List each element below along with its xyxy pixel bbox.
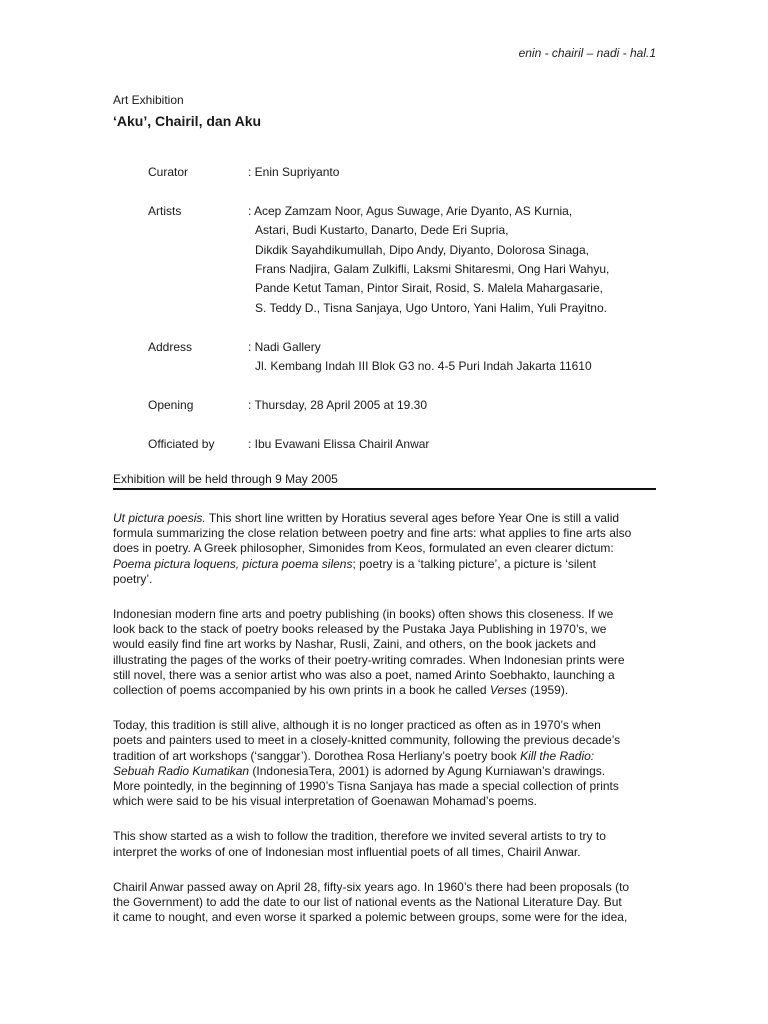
artists-line: Pande Ketut Taman, Pintor Sirait, Rosid, S. Malela Mahargasarie, <box>255 281 603 296</box>
paragraph-line <box>113 749 658 764</box>
artists-line: Dikdik Sayahdikumullah, Dipo Andy, Diyanto, Dolorosa Sinaga, <box>255 242 589 257</box>
horizontal-rule <box>113 488 656 490</box>
line-text: (IndonesiaTera, 2001) is adorned by Agung Kurniawan’s drawings. <box>249 763 606 778</box>
curator-label: Curator <box>148 165 189 179</box>
paragraph-line: illustrating the pages of the works of their poetry-writing comrades. When Indonesian prints were <box>113 652 625 667</box>
paragraph <box>113 511 658 587</box>
body-text <box>113 511 658 945</box>
paragraph-line: poets and painters used to meet in a closely-knitted community, following the previous decade’s <box>113 733 621 748</box>
line-text: ; poetry is a ‘talking picture’, a picture is ‘silent <box>352 556 596 571</box>
paragraph <box>113 829 658 859</box>
opening-label: Opening <box>148 397 194 412</box>
opening-row <box>148 396 668 415</box>
paragraph <box>113 718 658 809</box>
address-line: : Nadi Gallery <box>248 339 321 354</box>
line-text: (1959). <box>526 683 569 698</box>
paragraph-line: interpret the works of one of Indonesian most influential poets of all times, Chairil Anwar. <box>113 844 581 859</box>
address-value <box>248 338 668 377</box>
artists-line: Frans Nadjira, Galam Zulkifli, Laksmi Shitaresmi, Ong Hari Wahyu, <box>255 262 610 277</box>
officiated-name: : Ibu Evawani Elissa Chairil Anwar <box>248 436 430 451</box>
book-title: Sebuah Radio Kumatikan <box>113 763 250 778</box>
line-text: collection of poems accompanied by his own prints in a book he called <box>113 683 490 698</box>
paragraph <box>113 880 658 926</box>
address-line: Jl. Kembang Indah III Blok G3 no. 4-5 Puri Indah Jakarta 11610 <box>255 359 592 374</box>
artists-row <box>148 202 668 318</box>
curator-name: : Enin Supriyanto <box>248 165 340 179</box>
paragraph-line: Chairil Anwar passed away on April 28, fifty-six years ago. In 1960’s there had been proposals (to <box>113 879 630 894</box>
paragraph-line: would easily find fine art works by Nashar, Rusli, Zaini, and others, on the book jackets and <box>113 637 596 652</box>
curator-value <box>248 163 668 182</box>
paragraph-line: it came to nought, and even worse it sparked a polemic between groups, some were for the idea, <box>113 910 628 925</box>
address-label: Address <box>148 339 193 354</box>
opening-date: : Thursday, 28 April 2005 at 19.30 <box>248 397 428 412</box>
opening-value <box>248 396 668 415</box>
section-kicker: Art Exhibition <box>113 93 184 107</box>
artists-line: : Acep Zamzam Noor, Agus Suwage, Arie Dyanto, AS Kurnia, <box>248 203 573 218</box>
book-title: Verses <box>489 683 527 698</box>
paragraph-line: More pointedly, in the beginning of 1990’s Tisna Sanjaya has made a special collection of prints <box>113 779 619 794</box>
book-title: Kill the Radio: <box>520 748 595 763</box>
paragraph-line: the Government) to add the date to our list of national events as the National Literature Day. But <box>113 895 622 910</box>
paragraph <box>113 607 658 698</box>
document-title: ‘Aku’, Chairil, dan Aku <box>113 113 262 129</box>
artists-line: S. Teddy D., Tisna Sanjaya, Ugo Untoro, Yani Halim, Yuli Prayitno. <box>255 300 607 315</box>
officiated-value <box>248 435 668 454</box>
paragraph-line <box>113 764 658 779</box>
artists-line: Astari, Budi Kustarto, Danarto, Dede Eri Supria, <box>255 223 509 238</box>
artists-label: Artists <box>148 203 182 218</box>
running-header: enin - chairil – nadi - hal.1 <box>518 46 656 60</box>
line-text: tradition of art workshops (‘sanggar’). Dorothea Rosa Herliany’s poetry book <box>113 748 521 763</box>
paragraph-line <box>113 557 658 572</box>
paragraph-line <box>113 511 658 526</box>
paragraph-line: which were said to be his visual interpretation of Goenawan Mohamad’s poems. <box>113 794 538 809</box>
paragraph-line: Today, this tradition is still alive, although it is no longer practiced as often as in 1970’s when <box>113 718 601 733</box>
address-row <box>148 338 668 377</box>
paragraph-line: does in poetry. A Greek philosopher, Simonides from Keos, formulated an even clearer dictum: <box>113 541 614 556</box>
paragraph-line <box>113 683 658 698</box>
paragraph-line: This show started as a wish to follow the tradition, therefore we invited several artists to try to <box>113 829 606 844</box>
paragraph-line: still novel, there was a senior artist who was also a poet, named Arinto Soebhakto, launching a <box>113 667 615 682</box>
artists-value <box>248 202 668 318</box>
latin-quote: Ut pictura poesis. <box>113 511 206 525</box>
officiated-label: Officiated by <box>148 436 215 451</box>
paragraph-line: look back to the stack of poetry books released by the Pustaka Jaya Publishing in 1970’s, we <box>113 622 607 637</box>
paragraph-line: poetry’. <box>113 571 153 586</box>
curator-row <box>148 163 668 182</box>
exhibition-details <box>148 163 668 473</box>
exhibition-through-note: Exhibition will be held through 9 May 2005 <box>113 472 338 486</box>
paragraph-line: Indonesian modern fine arts and poetry publishing (in books) often shows this closeness. If we <box>113 607 614 622</box>
latin-dictum: Poema pictura loquens, pictura poema silens <box>113 556 353 571</box>
line-text: This short line written by Horatius several ages before Year One is still a valid <box>205 511 620 525</box>
paragraph-line: formula summarizing the close relation between poetry and fine arts: what applies to fine arts also <box>113 526 632 541</box>
officiated-row <box>148 435 668 454</box>
